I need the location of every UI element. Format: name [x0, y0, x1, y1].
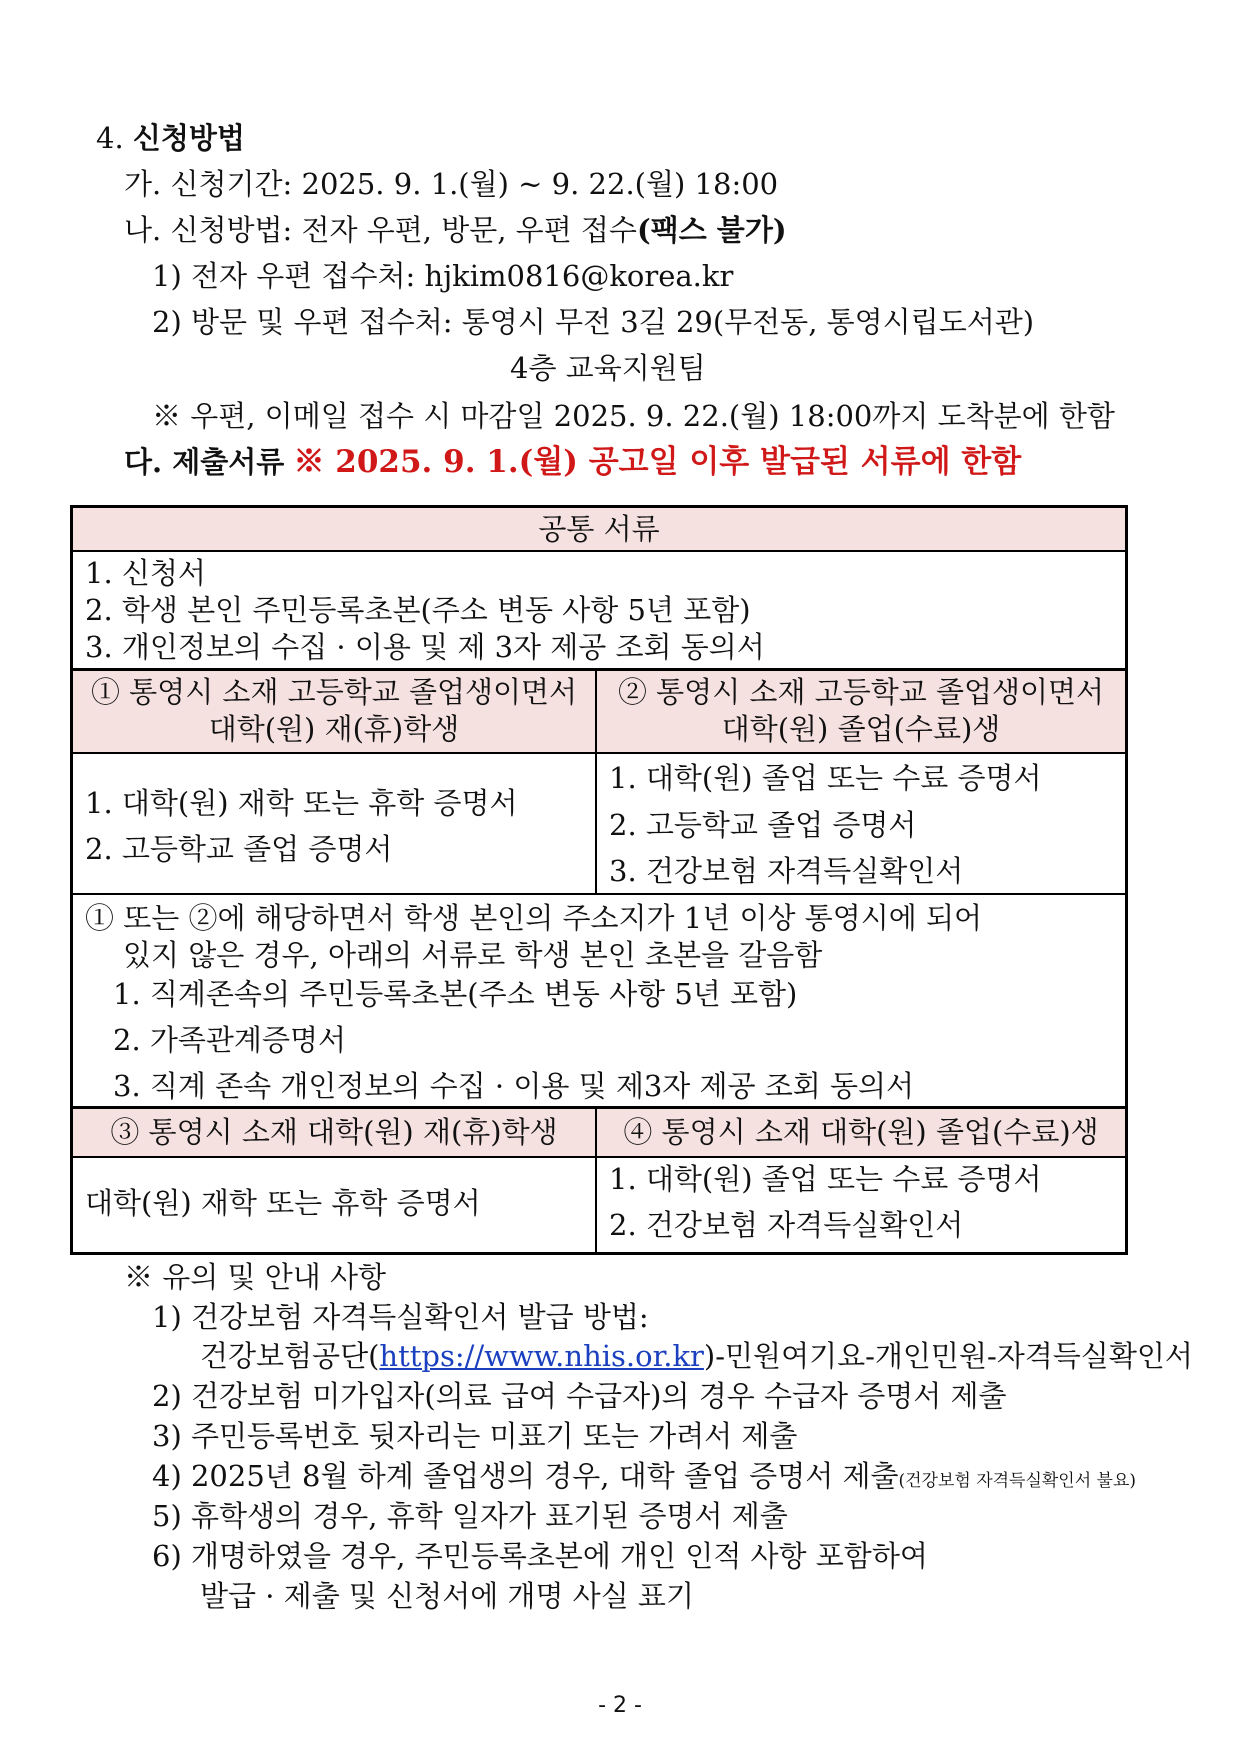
category-1-header-line1: ① 통영시 소재 고등학교 졸업생이면서 — [90, 675, 578, 709]
visit-label: 2) 방문 및 우편 접수처: — [152, 305, 453, 339]
rule — [73, 1106, 1125, 1109]
application-period — [124, 166, 778, 202]
substitution-note-line2: 있지 않은 경우, 아래의 서류로 학생 본인 초본을 갈음함 — [123, 938, 823, 972]
category-2-item: 2. 고등학교 졸업 증명서 — [609, 808, 917, 842]
category-4-item: 1. 대학(원) 졸업 또는 수료 증명서 — [609, 1162, 1042, 1196]
category-2-item: 1. 대학(원) 졸업 또는 수료 증명서 — [609, 761, 1042, 795]
category-2-item: 3. 건강보험 자격득실확인서 — [609, 854, 964, 888]
rule — [73, 550, 1125, 552]
common-documents-header: 공통 서류 — [538, 512, 660, 546]
category-3-header: ③ 통영시 소재 대학(원) 재(휴)학생 — [110, 1115, 558, 1149]
method-label: 나. 신청방법: — [124, 213, 293, 247]
note-item — [152, 1458, 1136, 1499]
note-4-small: (건강보험 자격득실확인서 불요) — [898, 1471, 1137, 1491]
note-item: 2) 건강보험 미가입자(의료 급여 수급자)의 경우 수급자 증명서 제출 — [152, 1379, 1007, 1413]
documents-label: 다. 제출서류 — [124, 445, 285, 479]
category-1-item: 2. 고등학교 졸업 증명서 — [85, 832, 393, 866]
common-item: 3. 개인정보의 수집 · 이용 및 제 3자 제공 조회 동의서 — [85, 630, 765, 664]
documents-note: ※ 2025. 9. 1.(월) 공고일 이후 발급된 서류에 한함 — [293, 444, 1022, 480]
method-value: 전자 우편, 방문, 우편 접수 — [301, 213, 637, 247]
note-item-link-line — [200, 1338, 1193, 1374]
rule — [73, 668, 1125, 671]
note-item: 6) 개명하였을 경우, 주민등록초본에 개인 인적 사항 포함하여 — [152, 1539, 928, 1573]
email-value: hjkim0816@korea.kr — [424, 259, 734, 293]
documents-heading — [124, 444, 1021, 480]
nhis-prefix: 건강보험공단( — [200, 1339, 380, 1373]
nhis-link[interactable]: https://www.nhis.or.kr — [379, 1339, 704, 1373]
method-note: (팩스 불가) — [636, 213, 787, 247]
period-value: 2025. 9. 1.(월) ~ 9. 22.(월) 18:00 — [301, 167, 779, 201]
substitution-item: 2. 가족관계증명서 — [113, 1023, 346, 1057]
deadline-note: ※ 우편, 이메일 접수 시 마감일 2025. 9. 22.(월) 18:00까지 도착분에 한함 — [152, 399, 1115, 433]
note-item-continuation: 발급 · 제출 및 신청서에 개명 사실 표기 — [200, 1579, 694, 1613]
visit-address — [152, 304, 1034, 340]
nhis-suffix: )-민원여기요-개인민원-자격득실확인서 — [703, 1339, 1193, 1373]
page-number: - 2 - — [598, 1693, 642, 1718]
notes-title: ※ 유의 및 안내 사항 — [124, 1260, 386, 1294]
category-1-item: 1. 대학(원) 재학 또는 휴학 증명서 — [85, 786, 518, 820]
note-item: 5) 휴학생의 경우, 휴학 일자가 표기된 증명서 제출 — [152, 1499, 788, 1533]
substitution-item: 3. 직계 존속 개인정보의 수집 · 이용 및 제3자 제공 조회 동의서 — [113, 1069, 915, 1103]
visit-address-line2: 4층 교육지원팀 — [510, 351, 706, 385]
category-4-item: 2. 건강보험 자격득실확인서 — [609, 1208, 964, 1242]
substitution-item: 1. 직계존속의 주민등록초본(주소 변동 사항 5년 포함) — [113, 977, 798, 1011]
common-item: 2. 학생 본인 주민등록초본(주소 변동 사항 5년 포함) — [85, 593, 751, 627]
rule — [73, 1156, 1125, 1158]
visit-value: 통영시 무전 3길 29(무전동, 통영시립도서관) — [461, 305, 1035, 339]
period-label: 가. 신청기간: — [124, 167, 293, 201]
note-item: 1) 건강보험 자격득실확인서 발급 방법: — [152, 1300, 649, 1334]
note-4-text: 4) 2025년 8월 하계 졸업생의 경우, 대학 졸업 증명서 제출 — [152, 1459, 899, 1493]
email-label: 1) 전자 우편 접수처: — [152, 259, 416, 293]
common-item: 1. 신청서 — [85, 556, 206, 590]
substitution-note-line1: ① 또는 ②에 해당하면서 학생 본인의 주소지가 1년 이상 통영시에 되어 — [85, 901, 982, 935]
category-1-header-line2: 대학(원) 재(휴)학생 — [208, 712, 460, 746]
category-2-header-line1: ② 통영시 소재 고등학교 졸업생이면서 — [617, 675, 1105, 709]
category-4-header: ④ 통영시 소재 대학(원) 졸업(수료)생 — [623, 1115, 1099, 1149]
application-method — [124, 212, 787, 248]
category-3-item: 대학(원) 재학 또는 휴학 증명서 — [85, 1186, 481, 1220]
rule — [73, 893, 1125, 895]
section-number: 4. — [96, 121, 124, 155]
note-item: 3) 주민등록번호 뒷자리는 미표기 또는 가려서 제출 — [152, 1419, 798, 1453]
documents-table — [70, 505, 1128, 1255]
section-title: 신청방법 — [132, 121, 245, 155]
rule — [73, 752, 1125, 754]
email-address — [152, 258, 733, 294]
section-heading — [96, 120, 245, 156]
category-2-header-line2: 대학(원) 졸업(수료)생 — [721, 712, 1001, 746]
